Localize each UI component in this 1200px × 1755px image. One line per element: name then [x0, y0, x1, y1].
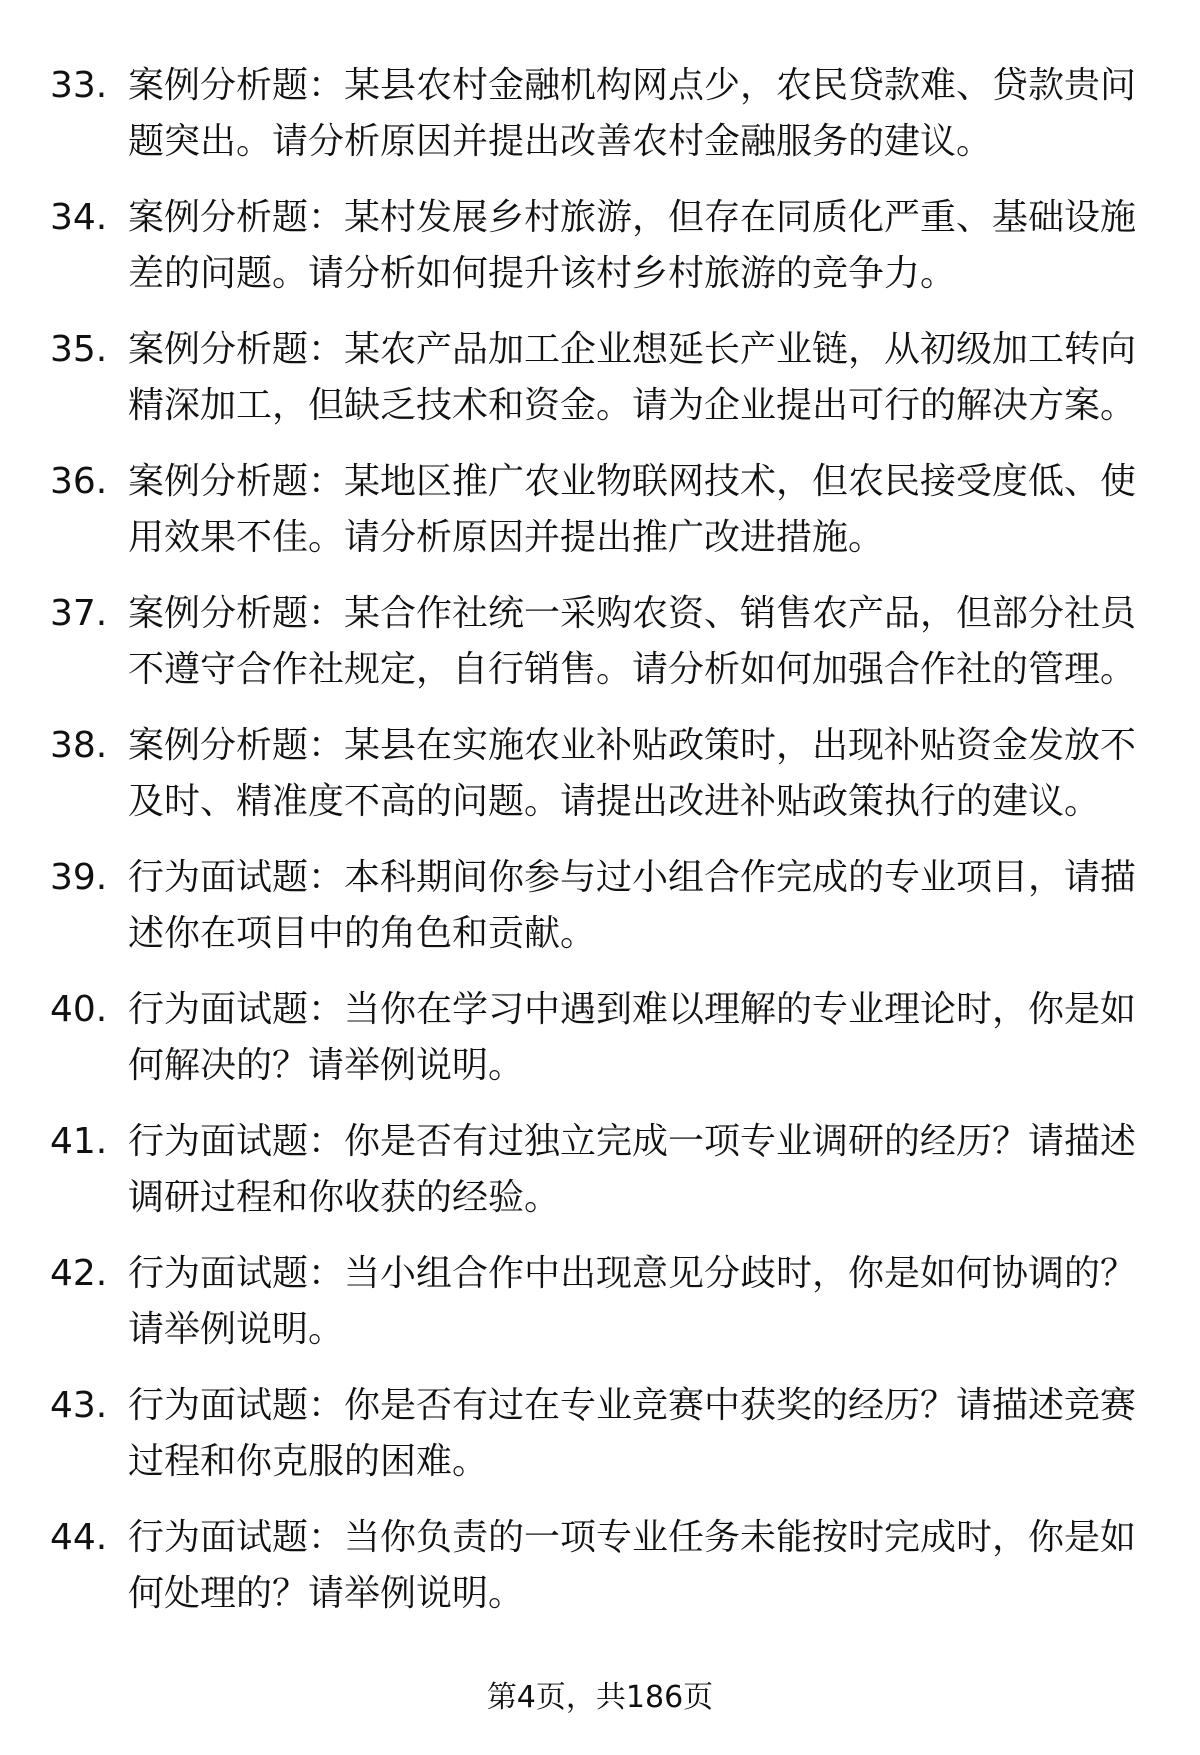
question-number: 33.	[50, 65, 108, 106]
question-number: 42.	[50, 1253, 108, 1294]
question-number: 37.	[50, 593, 108, 634]
question-text: 案例分析题：某地区推广农业物联网技术，但农民接受度低、使用效果不佳。请分析原因并提出推广改进措施。	[128, 461, 1137, 558]
question-number: 35.	[50, 329, 108, 370]
question-number: 41.	[50, 1121, 108, 1162]
question-item	[0, 1246, 1200, 1378]
page-footer	[0, 1678, 1200, 1718]
question-list	[0, 58, 1200, 1642]
question-text: 行为面试题：你是否有过在专业竞赛中获奖的经历？请描述竞赛过程和你克服的困难。	[128, 1385, 1137, 1482]
question-number: 43.	[50, 1385, 108, 1426]
question-text: 行为面试题：你是否有过独立完成一项专业调研的经历？请描述调研过程和你收获的经验。	[128, 1121, 1137, 1218]
question-item	[0, 1114, 1200, 1246]
question-item	[0, 1510, 1200, 1642]
question-item	[0, 1378, 1200, 1510]
question-text: 案例分析题：某农产品加工企业想延长产业链，从初级加工转向精深加工，但缺乏技术和资金。请为企业提出可行的解决方案。	[128, 329, 1137, 426]
question-text: 行为面试题：当小组合作中出现意见分歧时，你是如何协调的？请举例说明。	[128, 1253, 1137, 1350]
question-item	[0, 718, 1200, 850]
question-item	[0, 586, 1200, 718]
question-number: 44.	[50, 1517, 108, 1558]
question-number: 34.	[50, 197, 108, 238]
question-text: 行为面试题：当你负责的一项专业任务未能按时完成时，你是如何处理的？请举例说明。	[128, 1517, 1137, 1614]
question-text: 行为面试题：本科期间你参与过小组合作完成的专业项目，请描述你在项目中的角色和贡献。	[128, 857, 1137, 954]
question-item	[0, 850, 1200, 982]
question-item	[0, 58, 1200, 190]
question-item	[0, 454, 1200, 586]
question-text: 案例分析题：某合作社统一采购农资、销售农产品，但部分社员不遵守合作社规定，自行销售。请分析如何加强合作社的管理。	[128, 593, 1137, 690]
question-item	[0, 982, 1200, 1114]
question-number: 38.	[50, 725, 108, 766]
question-number: 39.	[50, 857, 108, 898]
question-text: 案例分析题：某县在实施农业补贴政策时，出现补贴资金发放不及时、精准度不高的问题。请提出改进补贴政策执行的建议。	[128, 725, 1137, 822]
page-number-label: 第4页，共186页	[486, 1680, 714, 1715]
question-text: 案例分析题：某村发展乡村旅游，但存在同质化严重、基础设施差的问题。请分析如何提升该村乡村旅游的竞争力。	[128, 197, 1137, 294]
question-text: 行为面试题：当你在学习中遇到难以理解的专业理论时，你是如何解决的？请举例说明。	[128, 989, 1137, 1086]
question-item	[0, 190, 1200, 322]
question-number: 36.	[50, 461, 108, 502]
question-number: 40.	[50, 989, 108, 1030]
question-text: 案例分析题：某县农村金融机构网点少，农民贷款难、贷款贵问题突出。请分析原因并提出改善农村金融服务的建议。	[128, 65, 1137, 162]
question-item	[0, 322, 1200, 454]
